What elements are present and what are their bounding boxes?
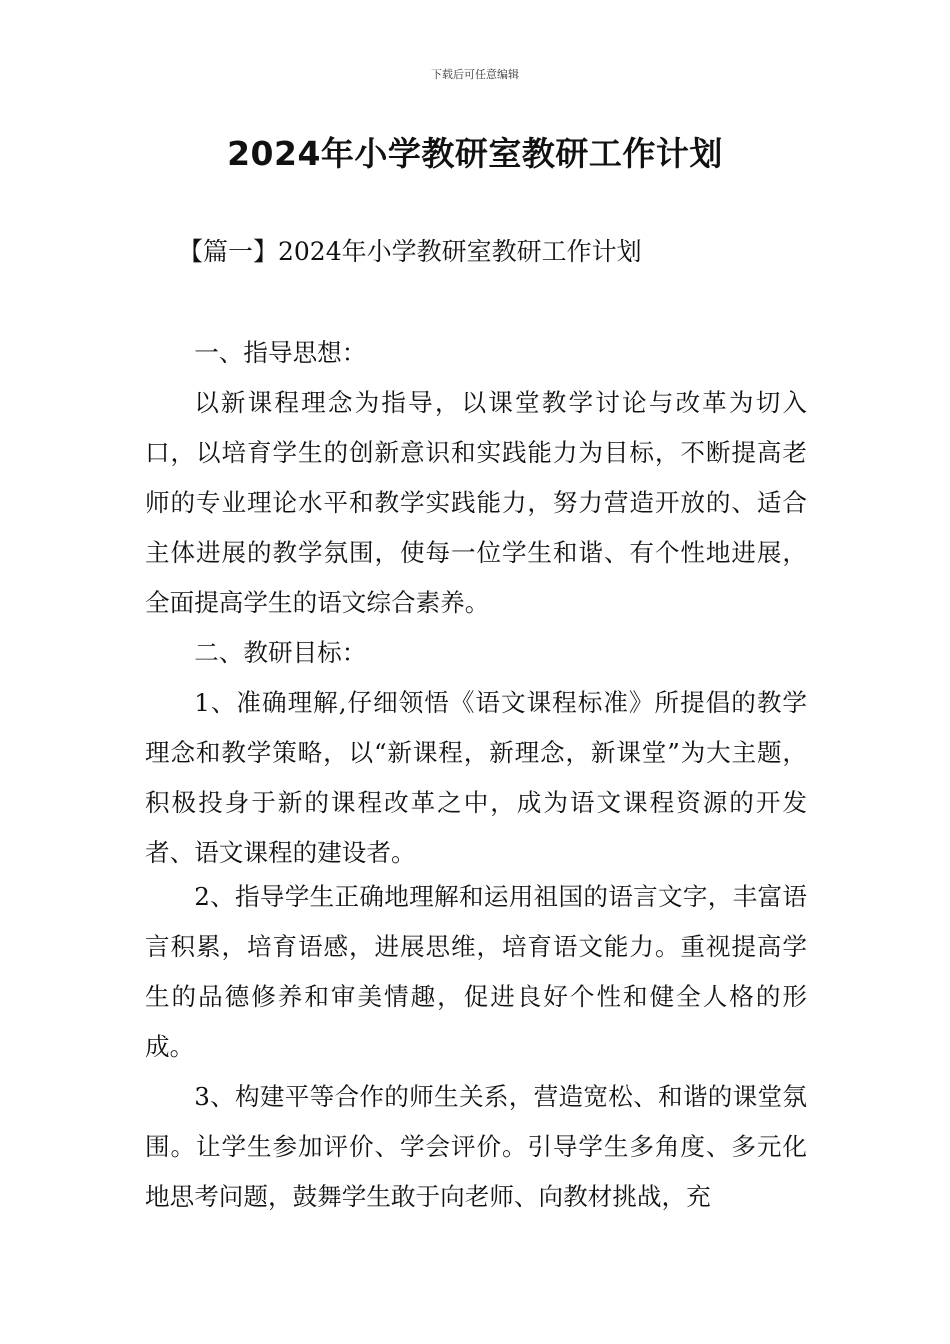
goal-3-block	[145, 1072, 807, 1222]
guiding-paragraph: 以新课程理念为指导，以课堂教学讨论与改革为切入口，以培育学生的创新意识和实践能力为目标，不断提高老师的专业理论水平和教学实践能力，努力营造开放的、适合主体进展的教学氛围，使每一位学生和谐、有个性地进展，全面提高学生的语文综合素养。	[145, 388, 807, 617]
header-note: 下载后可任意编辑	[431, 68, 519, 81]
guiding-heading: 一、指导思想：	[194, 338, 367, 367]
goal-3-paragraph: 3、构建平等合作的师生关系，营造宽松、和谐的课堂氛围。让学生参加评价、学会评价。引导学生多角度、多元化地思考问题，鼓舞学生敢于向老师、向教材挑战，充	[145, 1082, 807, 1211]
goal-2-paragraph: 2、指导学生正确地理解和运用祖国的语言文字，丰富语言积累，培育语感，进展思维，培育语文能力。重视提高学生的品德修养和审美情趣，促进良好个性和健全人格的形成。	[145, 882, 807, 1061]
goal-1-paragraph: 1、准确理解,仔细领悟《语文课程标准》所提倡的教学理念和教学策略，以“新课程，新理念，新课堂”为大主题，积极投身于新的课程改革之中，成为语文课程资源的开发者、语文课程的建设者。	[145, 688, 807, 867]
chapter-heading: 【篇一】2024年小学教研室教研工作计划	[178, 237, 642, 266]
document-title: 2024年小学教研室教研工作计划	[227, 134, 723, 173]
section-guiding-thought	[145, 328, 807, 678]
goal-1-block	[145, 678, 807, 878]
goals-heading: 二、教研目标：	[194, 638, 367, 667]
goal-2-block	[145, 872, 807, 1072]
